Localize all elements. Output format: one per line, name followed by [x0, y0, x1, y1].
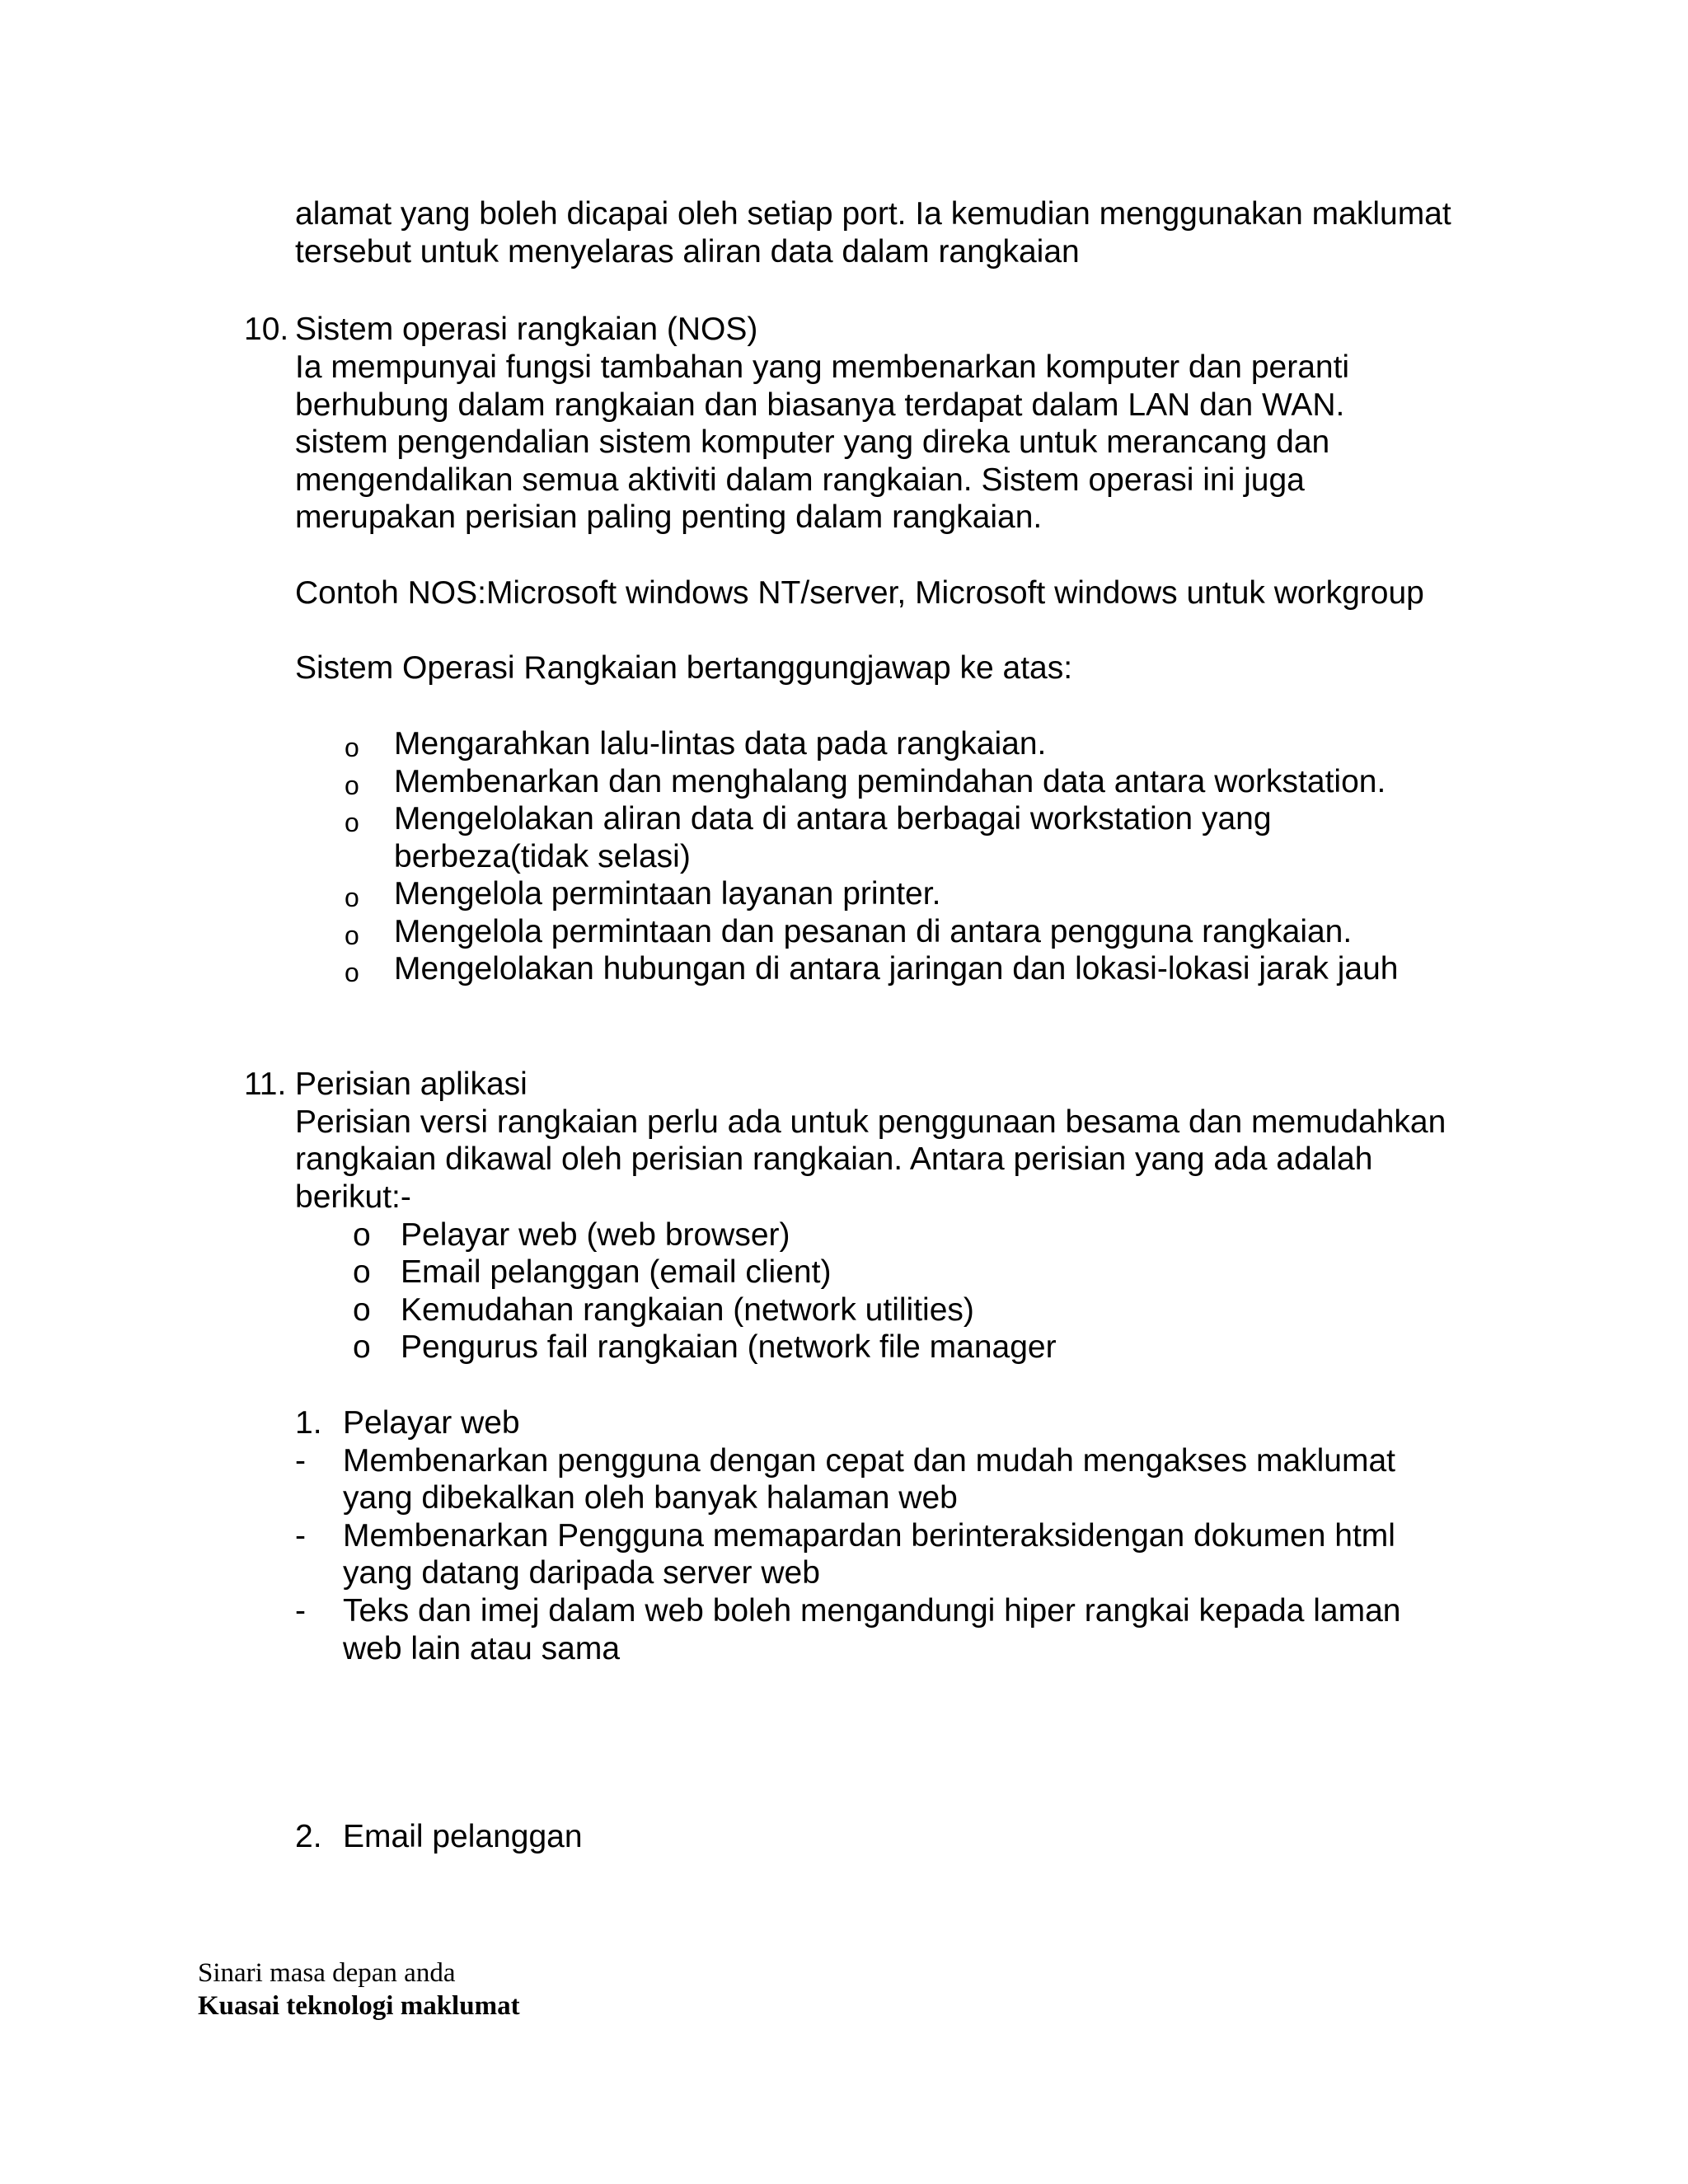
item10-bullet-continuation: berbeza(tidak selasi) — [394, 839, 691, 874]
item10-paragraph-line: mengendalikan semua aktiviti dalam rangkaian. Sistem operasi ini juga — [295, 462, 1305, 498]
item11-paragraph-line: berikut:- — [295, 1179, 411, 1215]
item11-number: 11. — [244, 1066, 287, 1102]
sub1-title: Pelayar web — [343, 1405, 520, 1441]
bullet-marker: o — [345, 883, 359, 912]
sub1-point-continuation: yang datang daripada server web — [343, 1555, 820, 1591]
item11-heading: Perisian aplikasi — [295, 1066, 528, 1102]
sub1-point: Teks dan imej dalam web boleh mengandungi hiper rangkai kepada laman — [343, 1593, 1401, 1629]
item10-paragraph-line: sistem pengendalian sistem komputer yang direka untuk merancang dan — [295, 424, 1330, 460]
dash-marker: - — [295, 1518, 306, 1554]
bullet-marker: o — [353, 1217, 371, 1253]
continuation-line-2: tersebut untuk menyelaras aliran data dalam rangkaian — [295, 234, 1080, 269]
item10-bullet: Mengelolakan aliran data di antara berbagai workstation yang — [394, 801, 1272, 837]
item11-bullet: Email pelanggan (email client) — [401, 1254, 832, 1290]
sub1-point-continuation: yang dibekalkan oleh banyak halaman web — [343, 1480, 958, 1516]
item10-paragraph-line: merupakan perisian paling penting dalam rangkaian. — [295, 499, 1043, 535]
dash-marker: - — [295, 1593, 306, 1629]
bullet-marker: o — [345, 921, 359, 950]
item10-paragraph-line: Ia mempunyai fungsi tambahan yang membenarkan komputer dan peranti — [295, 349, 1350, 385]
item10-number: 10. — [244, 312, 289, 347]
sub1-point: Membenarkan pengguna dengan cepat dan mudah mengakses maklumat — [343, 1443, 1396, 1479]
item10-bullet: Mengelolakan hubungan di antara jaringan dan lokasi-lokasi jarak jauh — [394, 951, 1399, 987]
item11-bullet: Pelayar web (web browser) — [401, 1217, 790, 1253]
bullet-marker: o — [353, 1254, 371, 1290]
bullet-marker: o — [353, 1329, 371, 1365]
continuation-line-1: alamat yang boleh dicapai oleh setiap port. Ia kemudian menggunakan maklumat — [295, 196, 1451, 232]
item10-responsibility-intro: Sistem Operasi Rangkaian bertanggungjawap ke atas: — [295, 650, 1073, 686]
bullet-marker: o — [345, 958, 359, 987]
sub2-number: 2. — [295, 1819, 322, 1854]
sub1-number: 1. — [295, 1405, 322, 1441]
bullet-marker: o — [353, 1292, 371, 1328]
item11-paragraph-line: Perisian versi rangkaian perlu ada untuk penggunaan besama dan memudahkan — [295, 1104, 1447, 1140]
sub2-title: Email pelanggan — [343, 1819, 583, 1854]
item10-bullet: Mengelola permintaan dan pesanan di antara pengguna rangkaian. — [394, 914, 1353, 949]
item10-paragraph-line: berhubung dalam rangkaian dan biasanya terdapat dalam LAN dan WAN. — [295, 387, 1345, 423]
item10-bullet: Mengelola permintaan layanan printer. — [394, 876, 941, 912]
item11-bullet: Pengurus fail rangkaian (network file manager — [401, 1329, 1057, 1365]
item10-bullet: Mengarahkan lalu-lintas data pada rangkaian. — [394, 726, 1047, 762]
bullet-marker: o — [345, 733, 359, 762]
item10-heading: Sistem operasi rangkaian (NOS) — [295, 312, 758, 347]
item10-bullet: Membenarkan dan menghalang pemindahan data antara workstation. — [394, 764, 1386, 799]
item11-paragraph-line: rangkaian dikawal oleh perisian rangkaian. Antara perisian yang ada adalah — [295, 1141, 1373, 1177]
sub1-point-continuation: web lain atau sama — [343, 1631, 621, 1666]
footer-line-2: Kuasai teknologi maklumat — [198, 1991, 520, 2021]
item11-bullet: Kemudahan rangkaian (network utilities) — [401, 1292, 974, 1328]
dash-marker: - — [295, 1443, 306, 1479]
bullet-marker: o — [345, 771, 359, 800]
sub1-point: Membenarkan Pengguna memapardan berinteraksidengan dokumen html — [343, 1518, 1395, 1554]
footer-line-1: Sinari masa depan anda — [198, 1958, 456, 1988]
item10-example: Contoh NOS:Microsoft windows NT/server, Microsoft windows untuk workgroup — [295, 575, 1424, 611]
bullet-marker: o — [345, 808, 359, 837]
